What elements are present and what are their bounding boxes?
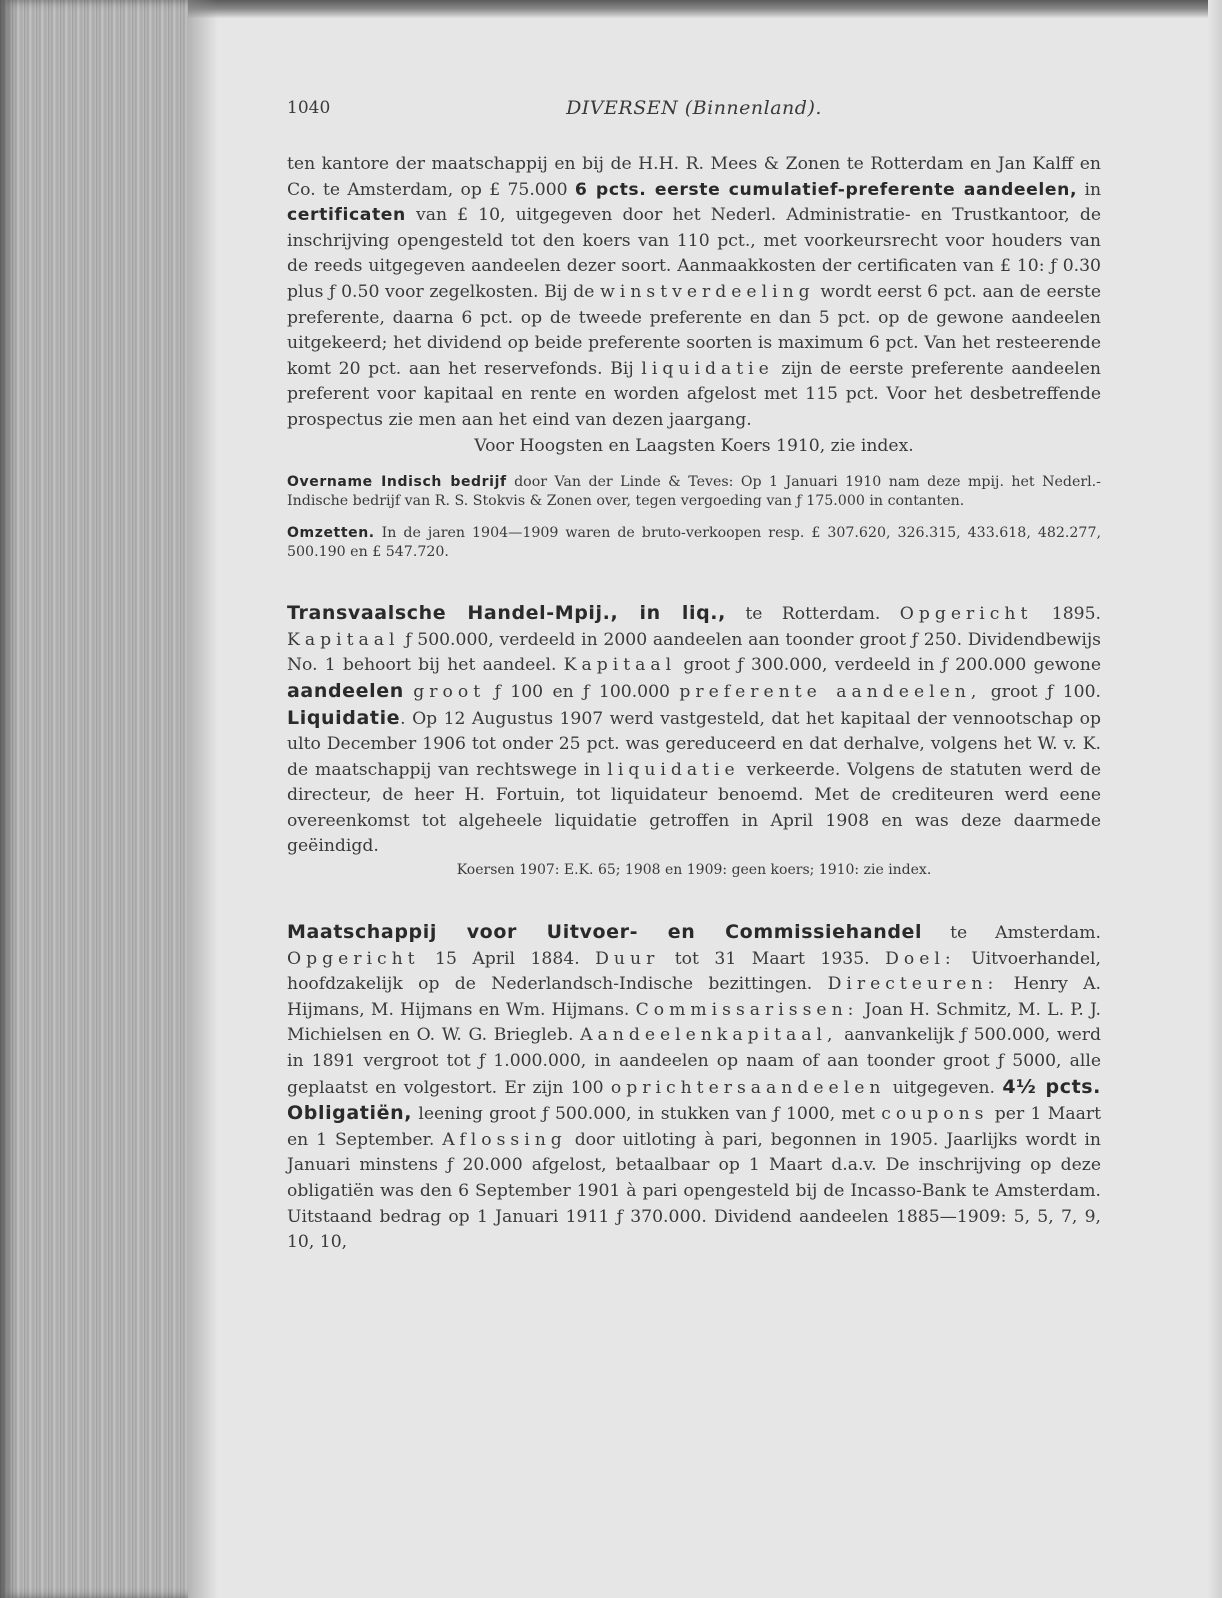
bold-term: Liquidatie [287, 706, 401, 729]
koers-note: Voor Hoogsten en Laagsten Koers 1910, zie index. [474, 435, 914, 456]
top-shadow [60, 0, 1222, 18]
bold-term: aandeelen [287, 679, 404, 702]
section-heading: Overname Indisch bedrijf [287, 474, 507, 491]
page-header [287, 96, 1101, 126]
page-number: 1040 [287, 98, 331, 118]
company-name: Transvaalsche Handel-Mpij., in liq., [287, 602, 726, 625]
bold-term: 4½ pcts. Obligatiën, [287, 1075, 1101, 1125]
bold-term: 6 pcts. eerste cumulatief-preferente aandeelen, [574, 179, 1078, 200]
right-page-edge [1208, 0, 1222, 1598]
spaced-term: winstverdeeling [600, 281, 815, 302]
continuation-paragraph: ten kantore der maatschappij en bij de H.H. R. Mees & Zonen te Rotterdam en Jan Kalff en Co. te Amsterdam, op £ 75.000 6 pcts. eerste cumulatief-preferente aandeelen, in certificaten van £ 10, uitgegeven door het Nederl. Administratie- en Trustkantoor, de inschrijving opengesteld tot den koers van 110 pct., met voorkeursrecht voor houders van de reeds uitgegeven aandeelen dezer soort. Aanmaakkosten der certificaten van £ 10: ƒ 0.30 plus ƒ 0.50 voor zegelkosten. Bij de winstverdeeling wordt eerst 6 pct. aan de eerste preferente, daarna 6 pct. op de tweede preferente en dan 5 pct. op de gewone aandeelen uitgekeerd; het dividend op beide preferente soorten is maximum 6 pct. Van het resteerende komt 20 pct. aan het reservefonds. Bij liquidatie zijn de eerste preferente aandeelen preferent voor kapitaal en rente en worden afgelost met 115 pct. Voor het desbetreffende prospectus zie men aan het eind van dezen jaargang. [287, 154, 1102, 430]
company-name: Maatschappij voor Uitvoer- en Commissiehandel [287, 921, 923, 944]
transvaal-entry: Transvaalsche Handel-Mpij., in liq., te Rotterdam. Opgericht 1895. Kapitaal ƒ 500.000, verdeeld in 2000 aandeelen aan toonder groot ƒ 250. Dividendbewijs No. 1 behoort bij het aandeel. Kapitaal groot ƒ 300.000, verdeeld in ƒ 200.000 gewone aandeelen groot ƒ 100 en ƒ 100.000 preferente aandeelen, groot ƒ 100. Liquidatie. Op 12 Augustus 1907 werd vastgesteld, dat het kapitaal der vennootschap op ulto December 1906 tot onder 25 pct. was gereduceerd en dat derhalve, volgens het W. v. K. de maatschappij van rechtswege in liquidatie verkeerde. Volgens de statuten werd de directeur, de heer H. Fortuin, tot liquidateur benoemd. Met de crediteuren werd eene overeenkomst tot algeheele liquidatie getroffen in April 1908 en was deze daarmede geëindigd. [287, 602, 1102, 857]
book-page-edges [0, 0, 188, 1598]
omzetten-paragraph: Omzetten. In de jaren 1904—1909 waren de bruto-verkoopen resp. £ 307.620, 326.315, 433.618, 482.277, 500.190 en £ 547.720. [287, 525, 1101, 560]
koersen-note: Koersen 1907: E.K. 65; 1908 en 1909: geen koers; 1910: zie index. [456, 862, 932, 879]
overname-paragraph: Overname Indisch bedrijf door Van der Linde & Teves: Op 1 Januari 1910 nam deze mpij. het Nederl.-Indische bedrijf van R. S. Stokvis & Zonen over, tegen vergoeding van ƒ 175.000 in contanten. [287, 474, 1101, 509]
running-title: DIVERSEN (Binnenland). [566, 97, 822, 119]
maatschappij-entry: Maatschappij voor Uitvoer- en Commissiehandel te Amsterdam. Opgericht 15 April 1884. Duur tot 31 Maart 1935. Doel: Uitvoerhandel, hoofdzakelijk op de Nederlandsch-Indische bezittingen. Directeuren: Henry A. Hijmans, M. Hijmans en Wm. Hijmans. Commissarissen: Joan H. Schmitz, M. L. P. J. Michielsen en O. W. G. Briegleb. Aandeelenkapitaal, aanvankelijk ƒ 500.000, werd in 1891 vergroot tot ƒ 1.000.000, in aandeelen op naam of aan toonder groot ƒ 5000, alle geplaatst en volgestort. Er zijn 100 oprichtersaandeelen uitgegeven. 4½ pcts. Obligatiën, leening groot ƒ 500.000, in stukken van ƒ 1000, met coupons per 1 Maart en 1 September. Aflossing door uitloting à pari, begonnen in 1905. Jaarlijks wordt in Januari minstens ƒ 20.000 afgelost, betaalbaar op 1 Maart d.a.v. De inschrijving op deze obligatiën was den 6 September 1901 à pari opengesteld bij de Incasso-Bank te Amsterdam. Uitstaand bedrag op 1 Januari 1911 ƒ 370.000. Dividend aandeelen 1885—1909: 5, 5, 7, 9, 10, 10, [287, 921, 1102, 1253]
spaced-term: liquidatie [641, 358, 774, 379]
page-content [287, 96, 1101, 1256]
bold-term: certificaten [287, 205, 406, 226]
section-heading: Omzetten. [287, 525, 375, 542]
